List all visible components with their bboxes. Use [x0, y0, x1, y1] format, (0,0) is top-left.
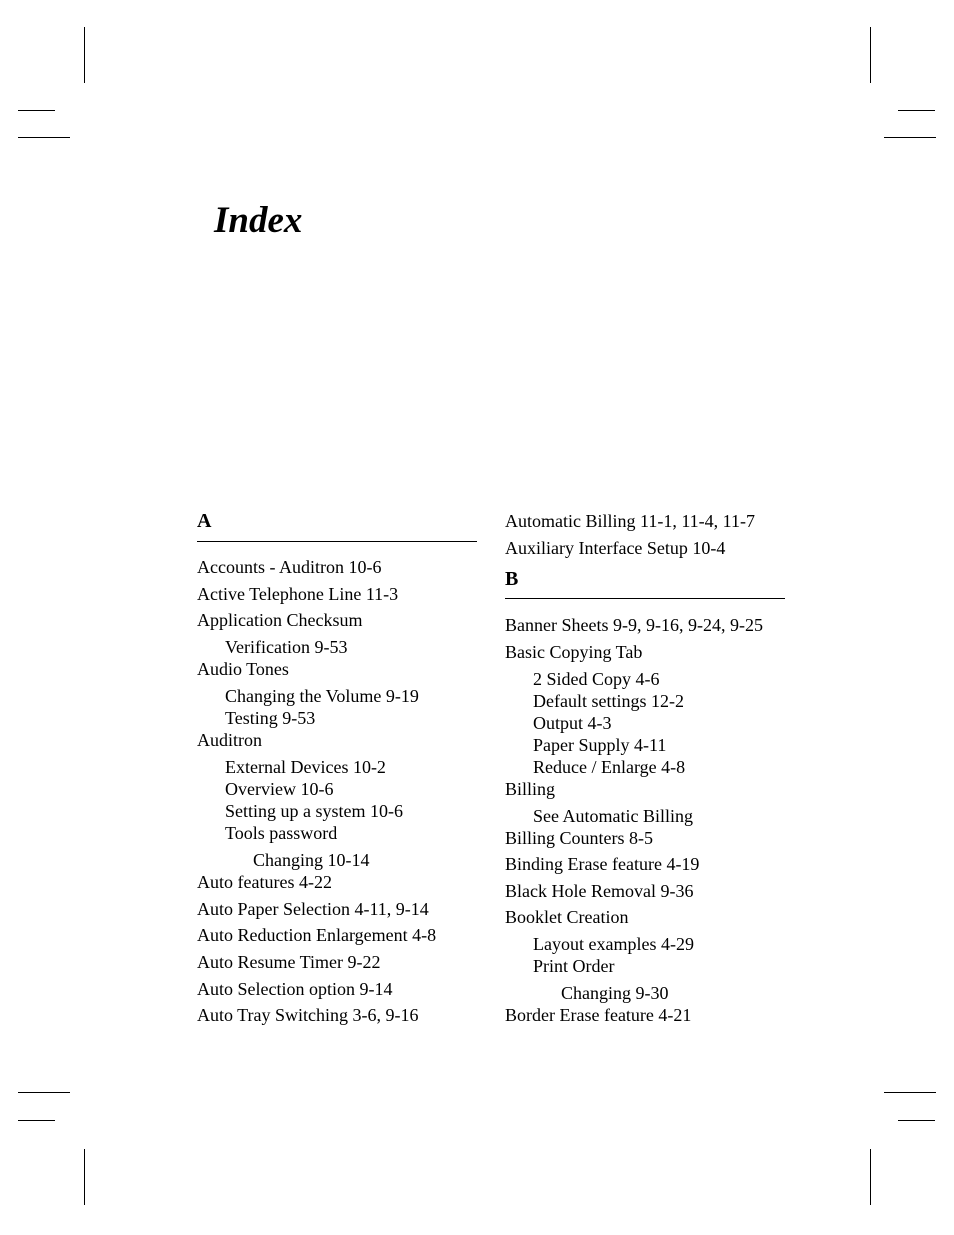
index-subentry: External Devices 10-2 [225, 757, 386, 778]
index-subentry: Layout examples 4-29 [533, 934, 694, 955]
index-entry: Auto features 4-22 [197, 872, 332, 893]
index-subentry: Changing 10-14 [253, 850, 370, 871]
index-entry: Accounts - Auditron 10-6 [197, 557, 382, 577]
crop-mark [18, 1120, 55, 1121]
index-entry: Basic Copying Tab [505, 641, 643, 662]
index-entry: Binding Erase feature 4-19 [505, 854, 700, 875]
index-subentry: Changing 9-30 [561, 983, 669, 1004]
index-subentry: Default settings 12-2 [533, 690, 684, 711]
index-entry: Auto Reduction Enlargement 4-8 [197, 925, 437, 946]
index-subentry: See Automatic Billing [533, 805, 693, 826]
index-entry: Border Erase feature 4-21 [505, 1005, 692, 1026]
index-entry: Auto Paper Selection 4-11, 9-14 [197, 898, 429, 919]
index-subentry: Tools password [225, 823, 338, 844]
index-entry: Auto Selection option 9-14 [197, 978, 393, 999]
index-entry: Billing Counters 8-5 [505, 827, 653, 848]
index-entry: Auto Tray Switching 3-6, 9-16 [197, 1005, 419, 1026]
index-subentry: Testing 9-53 [225, 708, 316, 729]
crop-mark [18, 137, 70, 138]
crop-mark [84, 27, 85, 83]
crop-mark [84, 1149, 85, 1205]
index-subentry: Paper Supply 4-11 [533, 734, 667, 755]
crop-mark [870, 27, 871, 83]
index-subentry: Overview 10-6 [225, 779, 334, 800]
index-entry: Black Hole Removal 9-36 [505, 880, 694, 901]
crop-mark [884, 137, 936, 138]
index-entry: Automatic Billing 11-1, 11-4, 11-7 [505, 511, 755, 531]
index-entry: Auditron [197, 730, 262, 751]
index-entry: Active Telephone Line 11-3 [197, 583, 399, 604]
section-heading-b: B [505, 568, 519, 590]
crop-mark [18, 1092, 70, 1093]
crop-mark [18, 110, 55, 111]
index-entry: Banner Sheets 9-9, 9-16, 9-24, 9-25 [505, 615, 763, 635]
section-heading-a: A [197, 510, 212, 532]
section-rule-b [505, 598, 785, 599]
crop-mark [884, 1092, 936, 1093]
index-subentry: Output 4-3 [533, 712, 612, 733]
crop-mark [870, 1149, 871, 1205]
index-subentry: 2 Sided Copy 4-6 [533, 668, 660, 689]
page-title: Index [214, 200, 303, 241]
index-subentry: Verification 9-53 [225, 637, 348, 658]
index-entry: Auto Resume Timer 9-22 [197, 952, 381, 972]
section-rule-a [197, 541, 477, 542]
index-subentry: Print Order [533, 956, 615, 977]
crop-mark [898, 1120, 935, 1121]
index-subentry: Setting up a system 10-6 [225, 801, 403, 822]
index-entry: Audio Tones [197, 659, 289, 680]
index-subentry: Changing the Volume 9-19 [225, 686, 419, 707]
index-entry: Auxiliary Interface Setup 10-4 [505, 537, 726, 558]
index-entry: Booklet Creation [505, 907, 629, 928]
crop-mark [898, 110, 935, 111]
index-entry: Billing [505, 778, 556, 799]
index-subentry: Reduce / Enlarge 4-8 [533, 756, 686, 777]
index-entry: Application Checksum [197, 610, 363, 631]
